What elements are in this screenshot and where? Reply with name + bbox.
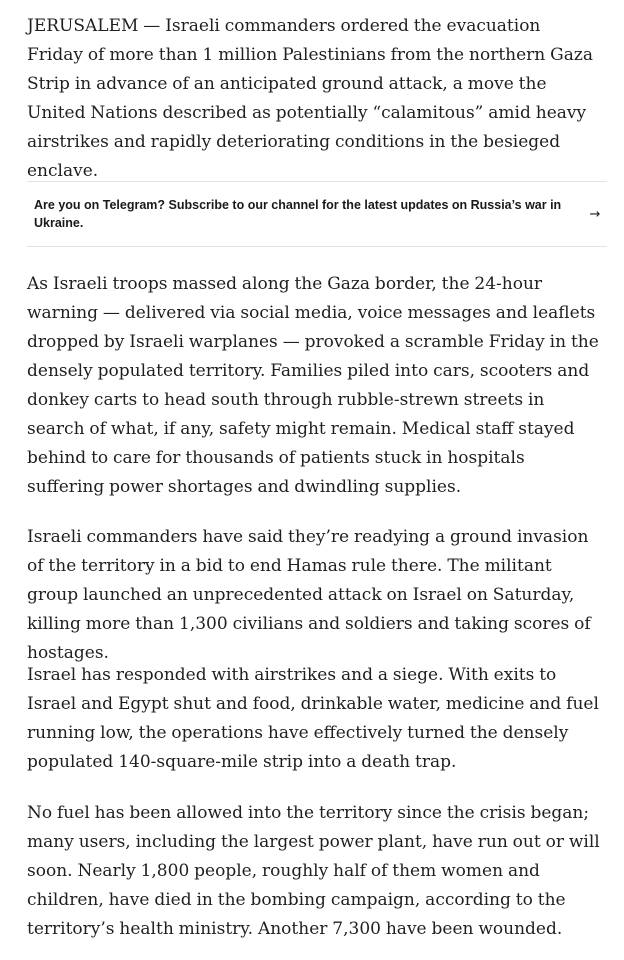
telegram-promo-link[interactable] [27, 181, 607, 247]
article-paragraph-4: Israel has responded with airstrikes and a siege. With exits to Israel and Egypt shut and food, drinkable water, medicine and fuel running low, the operations have effectively turned the densely populated 140-square-mile strip into a death trap. [27, 665, 599, 772]
arrow-right-icon: → [589, 206, 601, 222]
article-paragraph-5: No fuel has been allowed into the territory since the crisis began; many users, including the largest power plant, have run out or will soon. Nearly 1,800 people, roughly half of them women and children, have died in the bombing campaign, according to the territory’s health ministry. Another 7,300 have been wounded. [27, 803, 600, 939]
article-paragraph-1: JERUSALEM — Israeli commanders ordered the evacuation Friday of more than 1 million Palestinians from the northern Gaza Strip in advance of an anticipated ground attack, a move the United Nations described as potentially “calamitous” amid heavy airstrikes and rapidly deteriorating conditions in the besieged enclave. [27, 16, 593, 181]
telegram-promo-text: Are you on Telegram? Subscribe to our channel for the latest updates on Russia’s war in Ukraine. [34, 198, 562, 230]
article-paragraph-2: As Israeli troops massed along the Gaza border, the 24-hour warning — delivered via social media, voice messages and leaflets dropped by Israeli warplanes — provoked a scramble Friday in the densely populated territory. Families piled into cars, scooters and donkey carts to head south through rubble-strewn streets in search of what, if any, safety might remain. Medical staff stayed behind to care for thousands of patients stuck in hospitals suffering power shortages and dwindling supplies. [27, 274, 599, 497]
article-paragraph-3: Israeli commanders have said they’re readying a ground invasion of the territory in a bid to end Hamas rule there. The militant group launched an unprecedented attack on Israel on Saturday, killing more than 1,300 civilians and soldiers and taking scores of hostages. [27, 527, 591, 663]
